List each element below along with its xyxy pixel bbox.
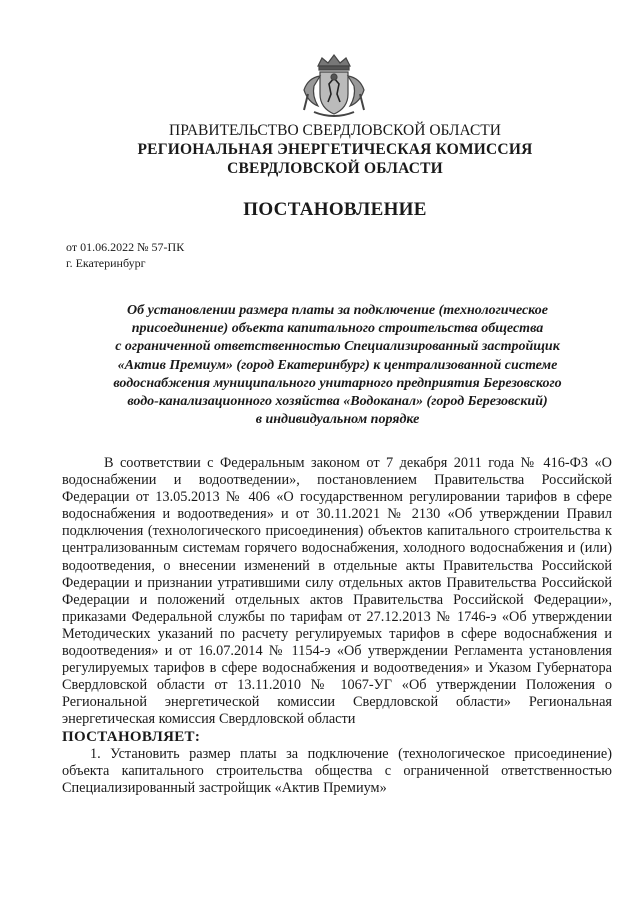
document-date-number: от 01.06.2022 № 57-ПК xyxy=(66,240,185,254)
document-subject xyxy=(70,302,605,429)
subject-line: водоснабжения муниципального унитарного предприятия Березовского xyxy=(113,375,562,391)
preamble-paragraph: В соответствии с Федеральным законом от 7 декабря 2011 года № 416-ФЗ «О водоснабжении и водоотведении», постановлением Правительства Российской Федерации от 13.05.2013 № 406 «О государственном регулировании тарифов в сфере водоснабжения и водоотведения» и от 30.11.2021 № 2130 «Об утверждении Правил подключения (технологического присоединения) объектов капитального строительства к централизованным системам горячего водоснабжения, холодного водоснабжения и (или) водоотведения, о внесении изменений в отдельные акты Правительства Российской Федерации и признании утратившими силу отдельных актов Правительства Российской Федерации и положений отдельных актов Правительства Российской Федерации», приказами Федеральной службы по тарифам от 27.12.2013 № 1746-э «Об утверждении Методических указаний по расчету регулируемых тарифов в сфере водоснабжения и водоотведения» и от 16.07.2014 № 1154-э «Об утверждении Регламента установления регулируемых тарифов в сфере водоснабжения и водоотведения» и Указом Губернатора Свердловской области от 13.11.2010 № 1067-УГ «Об утверждении Положения о Региональной энергетической комиссии Свердловской области» Региональная энергетическая комиссия Свердловской области xyxy=(62,455,612,728)
commission-name-line2: СВЕРДЛОВСКОЙ ОБЛАСТИ xyxy=(227,160,443,177)
subject-line: с ограниченной ответственностью Специализированный застройщик xyxy=(115,339,560,355)
subject-line: «Актив Премиум» (город Екатеринбург) к централизованной системе xyxy=(117,357,558,373)
document-body xyxy=(62,455,612,797)
subject-line: Об установлении размера платы за подключение (технологическое xyxy=(127,303,548,318)
document-city: г. Екатеринбург xyxy=(66,256,146,270)
commission-name-line1: РЕГИОНАЛЬНАЯ ЭНЕРГЕТИЧЕСКАЯ КОМИССИЯ xyxy=(137,141,533,158)
coat-of-arms-icon xyxy=(298,50,370,122)
subject-line: водо-канализационного хозяйства «Водоканал» (город Березовский) xyxy=(127,394,548,410)
decree-heading: ПОСТАНОВЛЯЕТ: xyxy=(62,728,201,745)
decree-item-1: 1. Установить размер платы за подключение (технологическое присоединение) объекта капитального строительства общества с ограниченной ответственностью Специализированный застройщик «Актив Премиум» xyxy=(62,745,612,796)
subject-line: в индивидуальном порядке xyxy=(255,412,420,428)
document-type: ПОСТАНОВЛЕНИЕ xyxy=(243,199,427,220)
government-name: ПРАВИТЕЛЬСТВО СВЕРДЛОВСКОЙ ОБЛАСТИ xyxy=(169,122,501,139)
subject-line: присоединение) объекта капитального строительства общества xyxy=(131,321,544,337)
